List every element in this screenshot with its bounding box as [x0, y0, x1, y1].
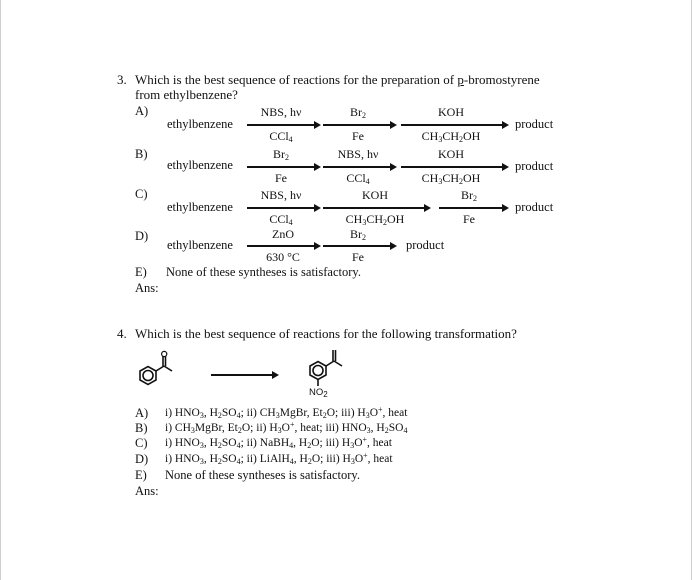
nitrostyrene-structure — [293, 342, 363, 398]
q4-option-c-letter: C) — [135, 436, 148, 450]
q3-question-line2: from ethylbenzene? — [135, 87, 238, 102]
q3-ans-label: Ans: — [135, 281, 159, 295]
q3-a-step3-bottom: $CH_3CH_2OH$ — [421, 129, 481, 144]
q3-b-step2-bottom: CCl$_4$ — [346, 171, 370, 186]
q3-d-arrow-1 — [247, 245, 315, 247]
q3-a-arrow-2 — [323, 124, 391, 126]
q3-b-step3-bottom: $CH_3CH_2OH$ — [421, 171, 481, 186]
q3-d-step1-bottom: 630 °C — [266, 250, 300, 264]
q3-b-arrow-2 — [323, 166, 391, 168]
q3-b-step2-top: NBS, hν — [337, 147, 379, 161]
q3-option-c-start: ethylbenzene — [167, 200, 233, 214]
q4-option-c-text: i) $HNO_3$, $H_2SO_4$; ii) NaBH$_4$, $H_2O$; iii) $H_3O^+$, heat — [165, 435, 392, 450]
q3-d-step2-top: $Br_2$ — [350, 227, 366, 242]
q3-b-step3-top: KOH — [438, 147, 464, 161]
q3-option-e-letter: E) — [135, 265, 147, 279]
q3-b-step1-top: $Br_2$ — [273, 147, 289, 162]
q3-option-b-letter: B) — [135, 147, 148, 161]
carbonyl-oxygen-icon — [162, 351, 167, 356]
q3-c-step1-top: NBS, hν — [260, 188, 302, 202]
q4-option-d-letter: D) — [135, 452, 149, 466]
q3-a-arrow-3 — [401, 124, 503, 126]
q4-option-a-letter: A) — [135, 406, 149, 420]
q4-question-text: Which is the best sequence of reactions for the following transformation? — [135, 326, 517, 341]
q3-option-a-letter: A) — [135, 104, 149, 118]
q3-c-step1-bottom: CCl$_4$ — [269, 212, 293, 227]
q3-option-b-product: product — [515, 159, 554, 173]
q3-d-arrow-2 — [323, 245, 391, 247]
q3-option-b-start: ethylbenzene — [167, 158, 233, 172]
q3-option-d-product: product — [406, 238, 445, 252]
q3-d-step2-bottom: Fe — [352, 250, 364, 264]
q3-option-c-product: product — [515, 200, 554, 214]
q4-option-d-text: i) $HNO_3$, $H_2SO_4$; ii) LiAlH$_4$, $H_2O$; iii) $H_3O^+$, heat — [165, 451, 393, 466]
q3-a-step1-top: NBS, hν — [260, 105, 302, 119]
q3-c-step2-bottom: $CH_3CH_2OH$ — [345, 212, 405, 227]
q3-a-step2-bottom: Fe — [352, 129, 364, 143]
q3-option-d-letter: D) — [135, 229, 149, 243]
q3-option-a-product: product — [515, 117, 554, 131]
q3-number: 3. — [117, 72, 127, 87]
q4-transformation-arrow — [211, 374, 273, 376]
acetophenone-structure — [127, 348, 197, 392]
q4-option-a-text: i) $HNO_3$, $H_2SO_4$; ii) $CH_3MgBr$, $Et_2O$; iii) $H_3O^+$, heat — [165, 405, 408, 420]
q3-a-step1-bottom: CCl$_4$ — [269, 129, 293, 144]
q3-c-step3-top: $Br_2$ — [461, 188, 477, 203]
q3-a-step3-top: KOH — [438, 105, 464, 119]
q4-ans-label: Ans: — [135, 484, 159, 498]
q3-option-d-start: ethylbenzene — [167, 238, 233, 252]
q3-b-arrow-1 — [247, 166, 315, 168]
q3-b-arrow-3 — [401, 166, 503, 168]
q3-option-c-letter: C) — [135, 187, 148, 201]
q4-option-e-letter: E) — [135, 468, 147, 482]
q4-number: 4. — [117, 326, 127, 341]
q3-c-arrow-2 — [323, 207, 425, 209]
q3-option-a-start: ethylbenzene — [167, 117, 233, 131]
q3-d-step1-top: ZnO — [272, 227, 294, 241]
q3-c-step3-bottom: Fe — [463, 212, 475, 226]
q3-question-line1: Which is the best sequence of reactions for the preparation of p-bromostyrene — [135, 72, 540, 87]
q3-c-arrow-1 — [247, 207, 315, 209]
q3-c-arrow-3 — [439, 207, 503, 209]
q3-a-arrow-1 — [247, 124, 315, 126]
q4-option-b-letter: B) — [135, 421, 148, 435]
nitro-group-label: $NO_2$ — [309, 387, 328, 399]
q3-c-step2-top: KOH — [362, 188, 388, 202]
q4-option-e-text: None of these syntheses is satisfactory. — [165, 468, 360, 482]
q4-option-b-text: i) $CH_3MgBr$, $Et_2O$; ii) $H_3O^+$, heat; iii) $HNO_3$, $H_2SO_4$ — [165, 420, 408, 435]
q3-a-step2-top: $Br_2$ — [350, 105, 366, 120]
q3-option-e-text: None of these syntheses is satisfactory. — [166, 265, 361, 279]
q3-b-step1-bottom: Fe — [275, 171, 287, 185]
